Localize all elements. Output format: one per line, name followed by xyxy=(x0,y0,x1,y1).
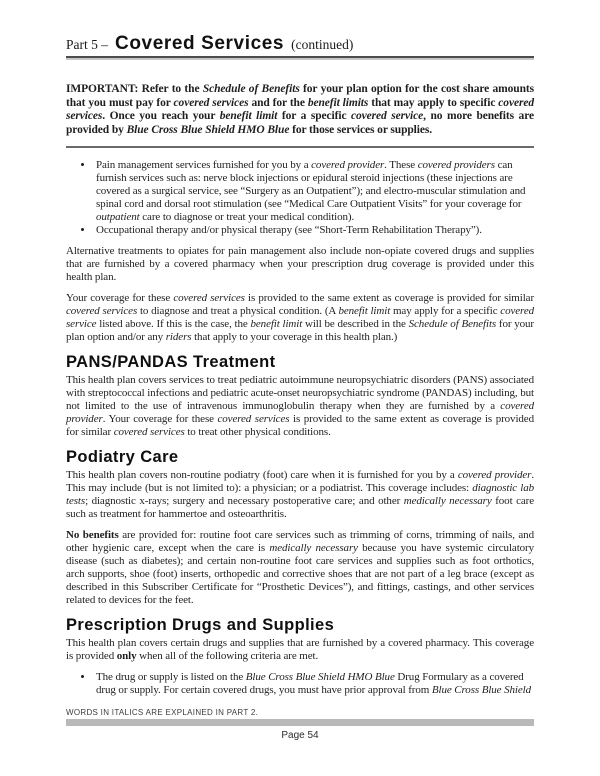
emphasis-text: benefit limit xyxy=(250,318,303,331)
prescription-intro-paragraph: This health plan covers certain drugs and supplies that are furnished by a covered pharmacy. This coverage is provided only when all of the following criteria are met. xyxy=(66,637,534,663)
page-footer xyxy=(66,708,534,741)
emphasis-text: Schedule of Benefits xyxy=(408,318,497,331)
pain-management-bullets xyxy=(66,159,534,237)
page-header xyxy=(66,33,534,55)
emphasis-text: Blue Cross Blue Shield xyxy=(431,684,532,697)
emphasis-text: diagnostic lab tests xyxy=(66,482,535,508)
emphasis-text: riders xyxy=(165,331,192,344)
podiatry-paragraph: This health plan covers non-routine podiatry (foot) care when it is furnished for you by a covered provider. This may include (but is not limited to): a physician; or a podiatrist. This coverage includes: diagnostic lab tests; diagnostic x-rays; surgery and necessary postoperative care; and other medically necessary foot care such as treatment for hammertoe and osteoarthritis. xyxy=(66,469,535,521)
coverage-extent-paragraph: Your coverage for these covered services is provided to the same extent as coverage is provided for similar covered services to diagnose and treat a physical condition. (A benefit limit may apply for a specific covered service listed above. If this is the case, the benefit limit will be described in the Schedule of Benefits for your plan option and/or any riders that apply to your coverage in this health plan.) xyxy=(66,292,535,344)
alternative-treatments-paragraph: Alternative treatments to opiates for pain management also include non-opiate covered drugs and supplies that are furnished by a covered pharmacy when your prescription drug coverage is provided under this health plan. xyxy=(66,245,534,284)
continued-label: (continued) xyxy=(291,37,354,52)
emphasis-text: benefit limits xyxy=(307,96,369,109)
bullet-item: • Pain management services furnished for you by a covered provider. These covered providers can furnish services such as: nerve block injections or epidural steroid injections (these injections are covered as a surgical service, see “Surgery as an Outpatient”); and electro-muscular stimulation and spinal cord and dorsal root stimulation (see “Medical Care Outpatient Visits” for your coverage for outpatient care to diagnose or treat your medical condition). xyxy=(94,159,534,224)
emphasis-text: covered provider xyxy=(457,469,532,482)
section-heading-pans-pandas-treatment: PANS/PANDAS Treatment xyxy=(66,353,276,372)
section-heading-prescription-drugs-and-supplies: Prescription Drugs and Supplies xyxy=(66,616,335,635)
emphasis-text: medically necessary xyxy=(269,542,358,555)
section-heading-podiatry-care: Podiatry Care xyxy=(66,448,179,467)
pans-pandas-paragraph: This health plan covers services to treat pediatric autoimmune neuropsychiatric disorders (PANS) associated with streptococcal infections and pediatric acute-onset neuropsychiatric syndrome (PANDAS) including, but not limited to the use of intravenous immunoglobulin therapy when they are furnished by a covered provider. Your coverage for these covered services is provided to the same extent as coverage is provided for similar covered services to treat other physical conditions. xyxy=(66,374,534,439)
part-label: Part 5 – xyxy=(66,37,108,52)
emphasis-text: benefit limit xyxy=(219,110,278,123)
italics-note: WORDS IN ITALICS ARE EXPLAINED IN PART 2. xyxy=(66,708,259,717)
bullet-item: • The drug or supply is listed on the Blue Cross Blue Shield HMO Blue Drug Formulary as a covered drug or supply. For certain covered drugs, you must have prior approval from Blue Cross Blue Shield xyxy=(94,671,534,697)
document-title: Covered Services xyxy=(115,33,285,54)
emphasis-text: covered services xyxy=(113,426,185,439)
emphasis-text: only xyxy=(116,650,137,663)
emphasis-text: covered services xyxy=(217,413,290,426)
emphasis-text: covered services xyxy=(66,96,534,123)
emphasis-text: benefit limit xyxy=(338,305,391,318)
document-content xyxy=(66,83,534,697)
emphasis-text: covered services xyxy=(173,96,249,109)
footer-bar xyxy=(66,719,534,726)
emphasis-text: medically necessary xyxy=(403,495,492,508)
emphasis-text: covered services xyxy=(66,305,138,318)
emphasis-text: Schedule of Benefits xyxy=(202,83,300,95)
emphasis-text: Blue Cross Blue Shield HMO Blue xyxy=(245,671,395,684)
emphasis-text: outpatient xyxy=(96,211,140,224)
emphasis-text: covered service xyxy=(351,110,424,123)
header-rule xyxy=(66,56,534,58)
emphasis-text: covered provider xyxy=(311,159,385,172)
page-number: Page 54 xyxy=(281,730,319,741)
drug-formulary-bullets xyxy=(66,671,534,697)
emphasis-text: covered providers xyxy=(417,159,495,172)
bullet-item: • Occupational therapy and/or physical therapy (see “Short-Term Rehabilitation Therapy”). xyxy=(94,224,534,237)
emphasis-text: covered service xyxy=(66,305,534,331)
emphasis-text: covered services xyxy=(173,292,245,305)
emphasis-text: covered provider xyxy=(66,400,534,426)
section-divider-rule xyxy=(66,146,534,148)
emphasis-text: Blue Cross Blue Shield HMO Blue xyxy=(126,123,290,136)
important-notice: IMPORTANT: Refer to the Schedule of Benefits for your plan option for the cost share amounts that you must pay for covered services and for the benefit limits that may apply to specific covered services. Once you reach your benefit limit for a specific covered service, no more benefits are provided by Blue Cross Blue Shield HMO Blue for those services or supplies. xyxy=(66,83,534,136)
emphasis-text: No benefits xyxy=(66,529,119,542)
no-benefits-paragraph: No benefits are provided for: routine foot care services such as trimming of corns, trimming of nails, and other hygienic care, except when the care is medically necessary because you have systemic circulatory disease (such as diabetes); and certain non-routine foot care services and supplies such as foot orthotics, arch supports, shoe (foot) inserts, orthopedic and corrective shoes that are not part of a leg brace (except as described in this Subscriber Certificate for “Prosthetic Devices”), and fittings, castings, and other services related to devices for the feet. xyxy=(66,529,535,607)
